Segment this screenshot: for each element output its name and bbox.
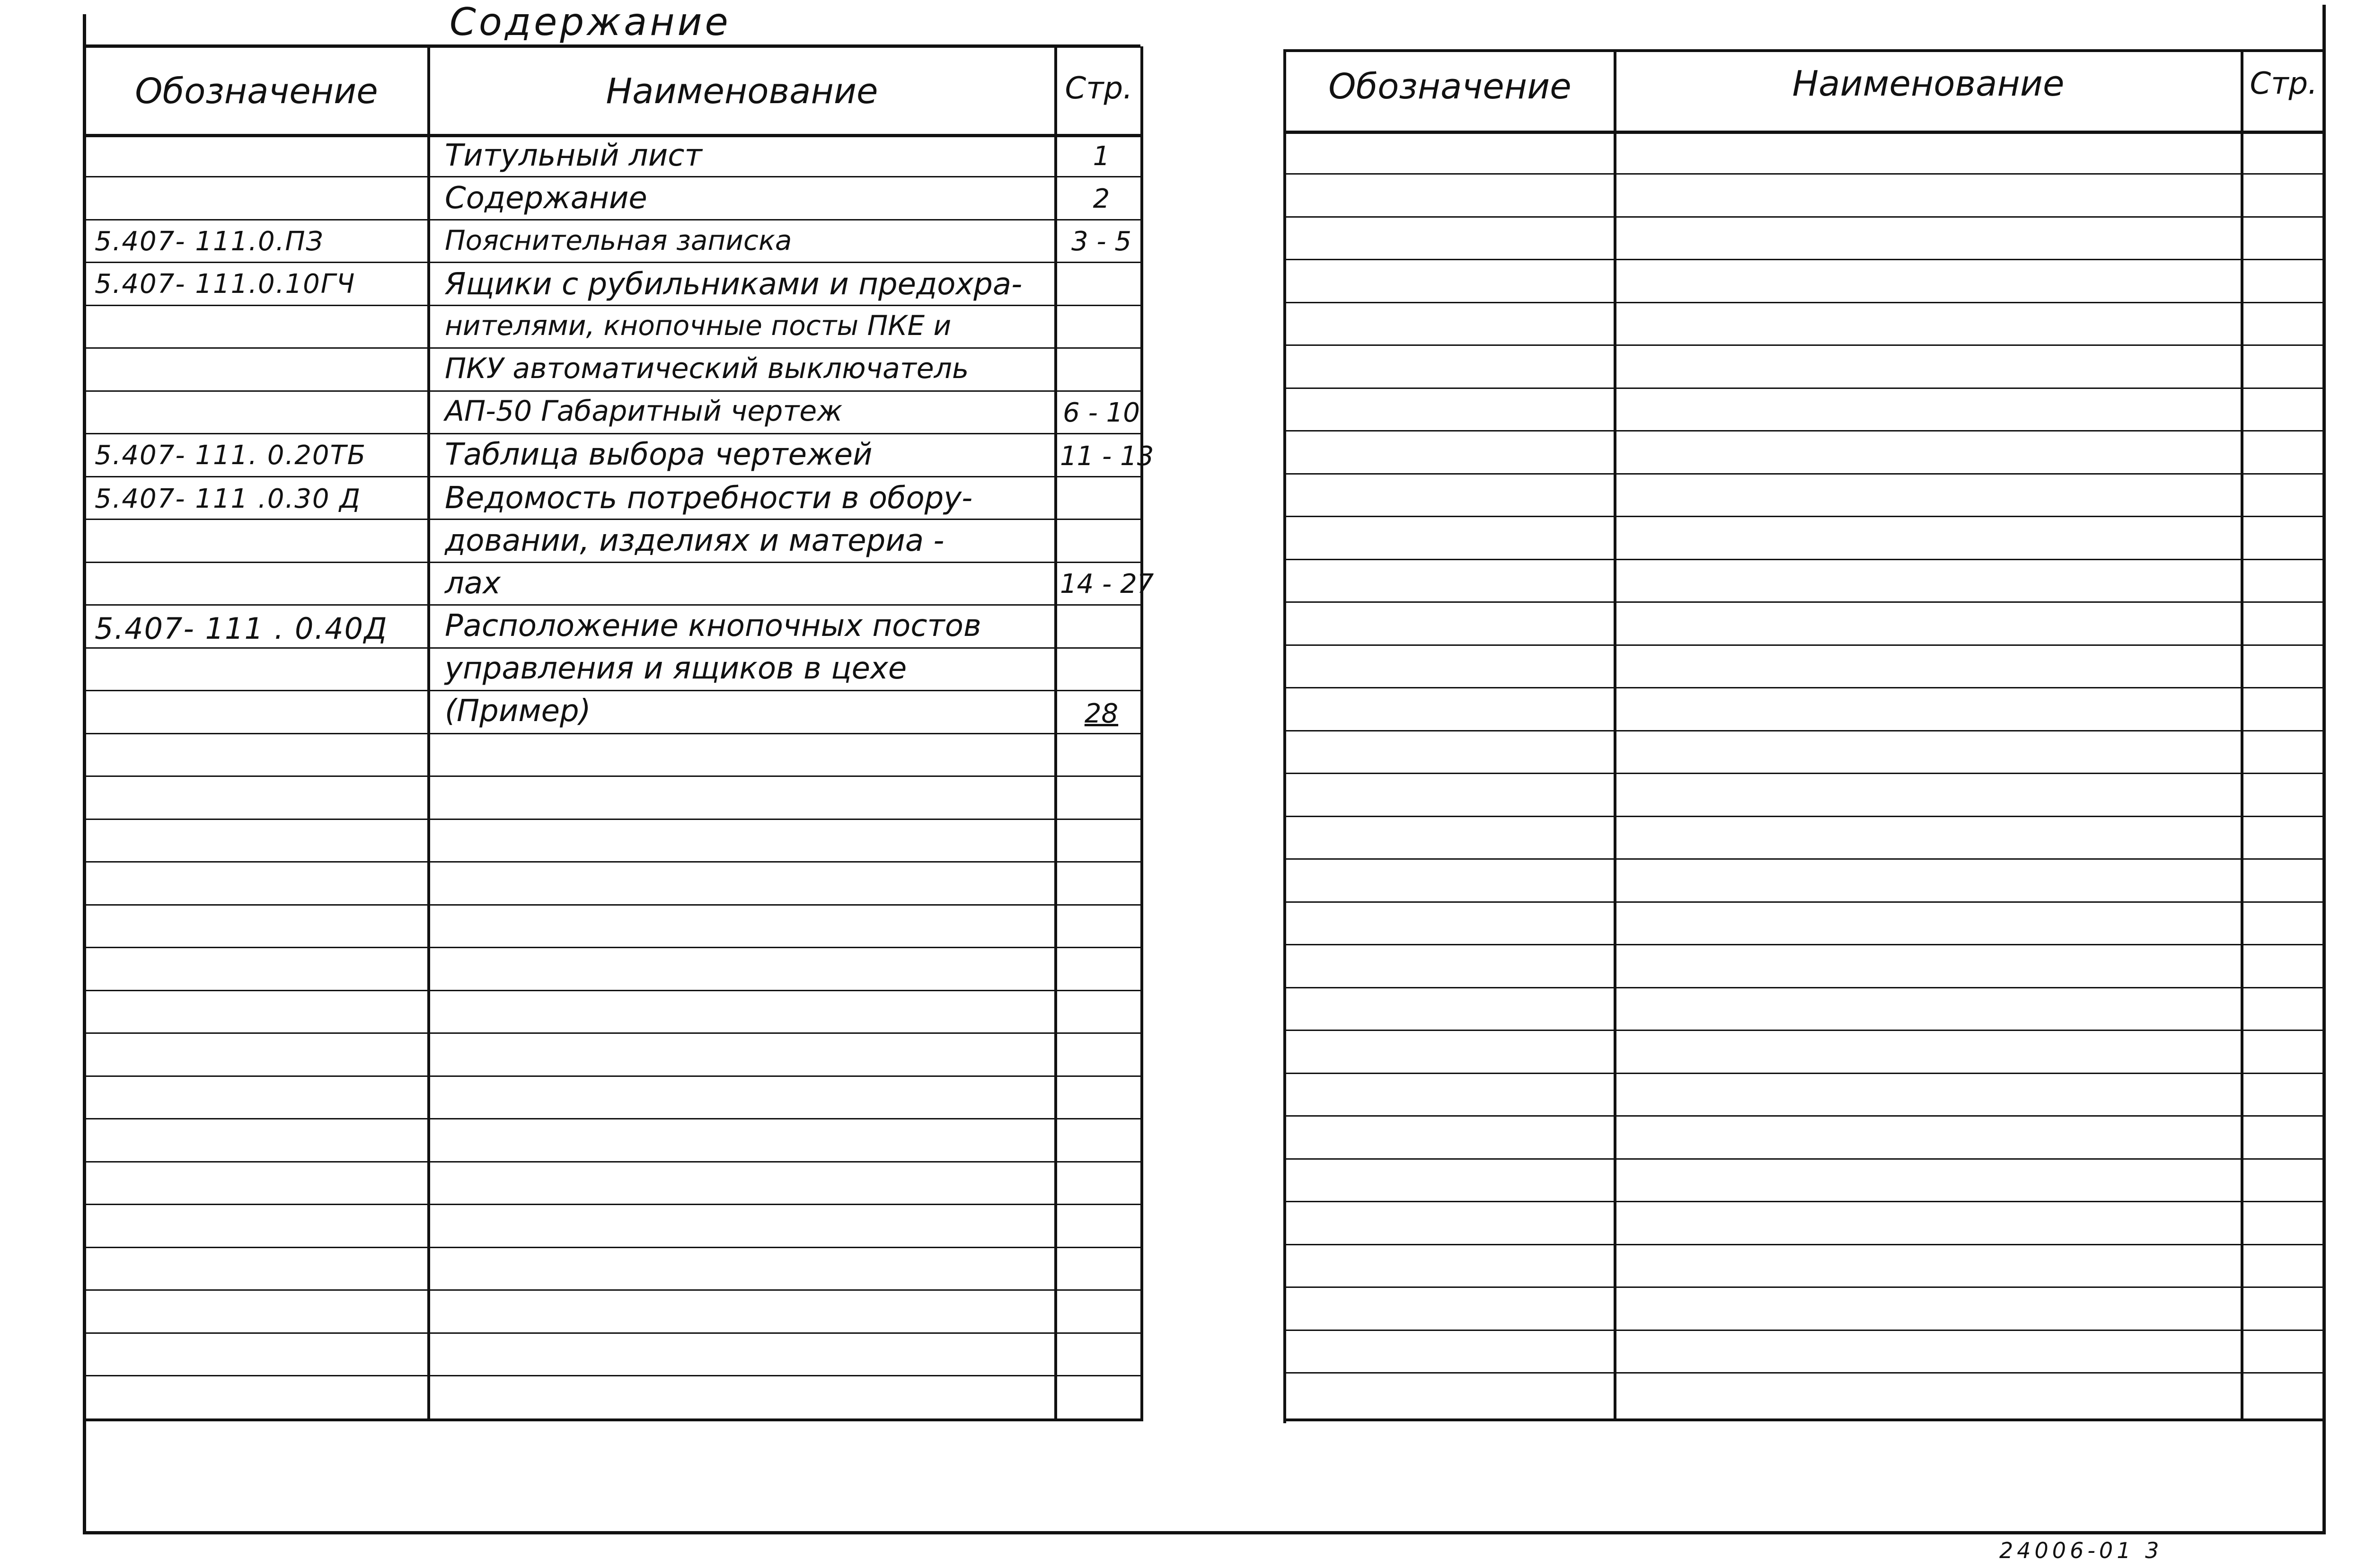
left-row-11-designation: 5.407- 111 . 0.40Д xyxy=(95,611,388,646)
right-table-left-line xyxy=(1283,49,1286,1423)
frame-right-line xyxy=(2322,5,2326,1533)
left-row-8-designation: 5.407- 111 .0.30 Д xyxy=(95,484,362,514)
left-row-line xyxy=(85,1075,1141,1077)
frame-left-line xyxy=(83,14,86,1533)
right-col-divider-2 xyxy=(2241,49,2243,1421)
left-row-1-page: 2 xyxy=(1093,184,1110,214)
left-row-line xyxy=(85,861,1141,863)
left-row-10-name: лах xyxy=(445,566,501,601)
left-row-5-name: ПКУ автоматический выключатель xyxy=(445,352,969,385)
frame-top-line xyxy=(85,44,1140,48)
left-row-line xyxy=(85,1204,1141,1205)
document-title: Содержание xyxy=(450,0,731,44)
right-row-line xyxy=(1285,473,2323,475)
right-row-line xyxy=(1285,944,2323,945)
right-row-line xyxy=(1285,1030,2323,1031)
left-row-line xyxy=(85,1289,1141,1291)
sheet-stamp: 24006-01 3 xyxy=(1999,1538,2163,1563)
left-row-6-name: АП-50 Габаритный чертеж xyxy=(445,395,843,428)
right-col-divider-1 xyxy=(1614,49,1616,1421)
left-row-7-page: 11 - 13 xyxy=(1060,441,1154,472)
right-row-line xyxy=(1285,216,2323,218)
left-row-line xyxy=(85,390,1141,392)
left-row-line xyxy=(85,733,1141,734)
left-row-line xyxy=(85,433,1141,434)
left-row-line xyxy=(85,1118,1141,1119)
left-row-line xyxy=(85,947,1141,948)
left-row-line xyxy=(85,775,1141,777)
left-row-line xyxy=(85,519,1141,520)
right-row-line xyxy=(1285,259,2323,260)
right-header-name: Наименование xyxy=(1792,63,2065,104)
left-row-13-name: (Пример) xyxy=(445,694,591,729)
right-row-line xyxy=(1285,644,2323,646)
left-row-13-page: 28 xyxy=(1084,698,1119,729)
left-row-line xyxy=(85,604,1141,606)
right-row-line xyxy=(1285,516,2323,517)
left-row-line xyxy=(85,690,1141,691)
right-row-line xyxy=(1285,1201,2323,1202)
left-header-designation: Обозначение xyxy=(135,71,378,112)
right-row-line xyxy=(1285,388,2323,389)
left-row-10-page: 14 - 27 xyxy=(1060,569,1154,599)
right-row-line xyxy=(1285,858,2323,860)
left-row-6-page: 6 - 10 xyxy=(1063,397,1140,428)
left-row-2-page: 3 - 5 xyxy=(1071,226,1132,257)
left-row-line xyxy=(85,476,1141,477)
right-row-line xyxy=(1285,687,2323,688)
left-row-2-designation: 5.407- 111.0.ПЗ xyxy=(95,226,324,257)
left-row-0-name: Титульный лист xyxy=(445,138,702,173)
left-row-11-name: Расположение кнопочных постов xyxy=(445,608,981,643)
left-header-name: Наименование xyxy=(606,71,878,112)
left-row-line xyxy=(85,819,1141,820)
right-row-line xyxy=(1285,901,2323,903)
left-row-8-name: Ведомость потребности в обору- xyxy=(445,481,973,516)
right-row-line xyxy=(1285,816,2323,817)
left-row-line xyxy=(85,262,1141,263)
right-row-line xyxy=(1285,302,2323,303)
left-row-line xyxy=(85,904,1141,906)
left-row-7-designation: 5.407- 111. 0.20ТБ xyxy=(95,440,367,471)
right-row-line xyxy=(1285,1372,2323,1374)
right-row-line xyxy=(1285,559,2323,560)
left-row-9-name: довании, изделиях и материа - xyxy=(445,523,945,558)
left-row-line xyxy=(85,647,1141,649)
right-row-line xyxy=(1285,344,2323,346)
left-row-line xyxy=(85,1332,1141,1334)
left-row-line xyxy=(85,1375,1141,1376)
left-header-page: Стр. xyxy=(1065,71,1133,106)
left-row-2-name: Пояснительная записка xyxy=(445,224,792,256)
left-row-line xyxy=(85,219,1141,220)
right-row-line xyxy=(1285,730,2323,731)
right-row-line xyxy=(1285,173,2323,175)
left-row-line xyxy=(85,1161,1141,1163)
left-row-7-name: Таблица выбора чертежей xyxy=(445,437,873,472)
left-row-line xyxy=(85,305,1141,306)
left-row-3-designation: 5.407- 111.0.10ГЧ xyxy=(95,269,356,300)
right-table-top-line xyxy=(1285,49,2326,52)
right-row-line xyxy=(1285,1158,2323,1160)
right-header-designation: Обозначение xyxy=(1328,66,1571,107)
right-row-line xyxy=(1285,1330,2323,1331)
left-row-line xyxy=(85,176,1141,177)
left-row-line xyxy=(85,1032,1141,1034)
right-row-line xyxy=(1285,773,2323,774)
left-row-line xyxy=(85,347,1141,349)
right-header-page: Стр. xyxy=(2250,66,2318,101)
left-row-1-name: Содержание xyxy=(445,181,647,216)
left-header-line xyxy=(85,134,1140,137)
right-row-line xyxy=(1285,1073,2323,1074)
left-table-bottom-line xyxy=(85,1418,1143,1421)
right-row-line xyxy=(1285,1244,2323,1245)
right-header-line xyxy=(1285,131,2326,134)
right-row-line xyxy=(1285,1286,2323,1288)
right-row-line xyxy=(1285,601,2323,603)
left-row-line xyxy=(85,562,1141,563)
right-table-bottom-line xyxy=(1283,1418,2324,1421)
left-row-0-page: 1 xyxy=(1093,141,1110,172)
left-row-12-name: управления и ящиков в цехе xyxy=(445,651,907,686)
right-row-line xyxy=(1285,987,2323,988)
right-row-line xyxy=(1285,430,2323,432)
right-row-line xyxy=(1285,1115,2323,1117)
left-row-3-name: Ящики с рубильниками и предохра- xyxy=(445,267,1023,302)
left-row-4-name: нителями, кнопочные посты ПКЕ и xyxy=(445,309,952,342)
frame-bottom-line xyxy=(83,1531,2326,1534)
left-row-line xyxy=(85,990,1141,991)
left-row-line xyxy=(85,1247,1141,1248)
